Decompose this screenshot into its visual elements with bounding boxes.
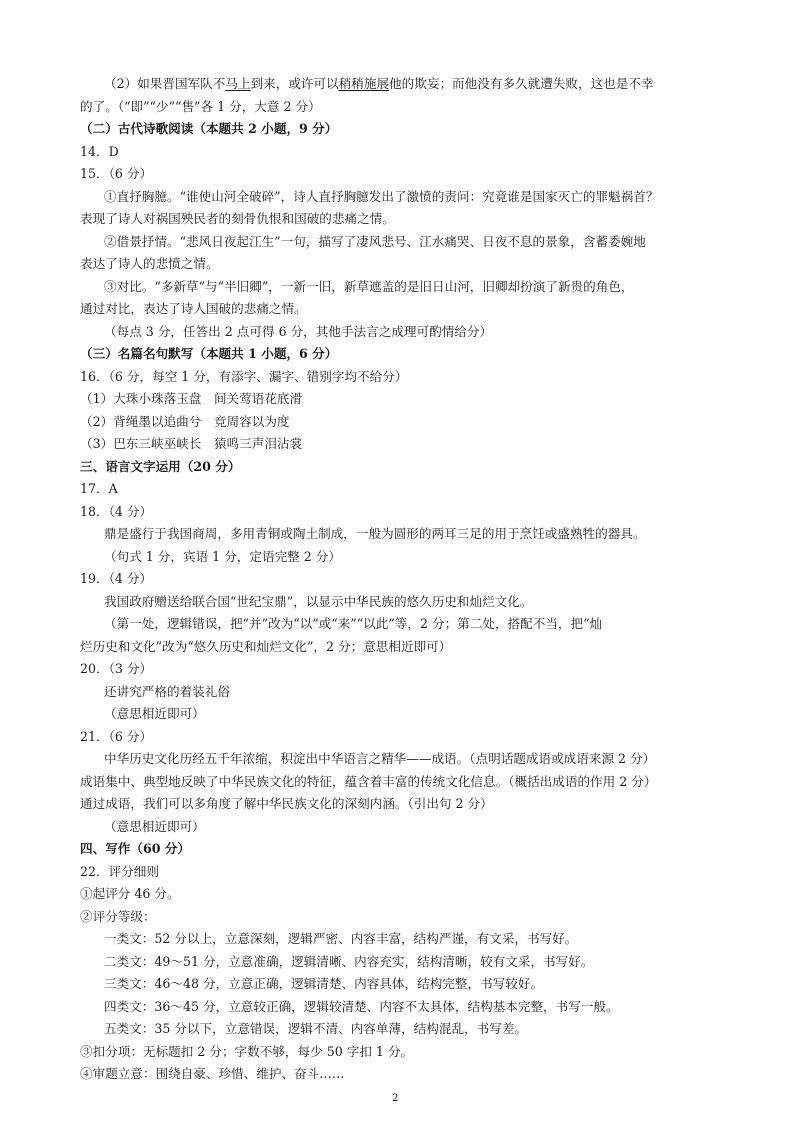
section-heading-poetry: （二）古代诗歌阅读（本题共 2 小题，9 分） xyxy=(80,121,338,136)
q19-scoring-note: （第一处，逻辑错误，把“并”改为“以”或“来”“以此”等，2 分；第二处，搭配不当，把“灿 xyxy=(104,616,603,631)
text-segment: 到来，或许可以 xyxy=(250,76,339,91)
q18-scoring-note: （句式 1 分，宾语 1 分，定语完整 2 分） xyxy=(104,549,341,564)
q21-line: 中华历史文化历经五千年浓缩，积淀出中华语言之精华——成语。（点明话题成语或成语来源 2 分） xyxy=(104,751,656,766)
underlined-word-shaoshao: 稍稍 xyxy=(338,76,364,91)
q15-heading: 15．（6 分） xyxy=(80,166,153,181)
q16-item: （2）背绳墨以追曲兮 竞周容以为度 xyxy=(80,414,290,429)
part-heading-language: 三、语言文字运用（20 分） xyxy=(80,459,241,474)
q2-translation-line-2: 的了。（“即”“少”“售”各 1 分，大意 2 分） xyxy=(80,99,321,114)
grade-level: 一类文：52 分以上，立意深刻，逻辑严密、内容丰富，结构严谨，有文采，书写好。 xyxy=(104,931,578,946)
grade-heading: ②评分等级： xyxy=(80,909,156,924)
q19-heading: 19．（4 分） xyxy=(80,571,153,586)
q17-answer: 17．A xyxy=(80,481,118,496)
part-heading-writing: 四、写作（60 分） xyxy=(80,841,191,856)
q20-heading: 20．（3 分） xyxy=(80,661,153,676)
q16-heading: 16．（6 分，每空 1 分，有添字、漏字、错别字均不给分） xyxy=(80,369,408,384)
q21-heading: 21．（6 分） xyxy=(80,729,153,744)
q19-scoring-note: 烂历史和文化”改为“悠久历史和灿烂文化”，2 分；意思相近即可） xyxy=(80,639,452,654)
q16-item: （3）巴东三峡巫峡长 猿鸣三声泪沾裳 xyxy=(80,436,303,451)
q15-line: 通过对比，表达了诗人国破的悲痛之情。 xyxy=(80,301,307,316)
grade-level: 四类文：36～45 分，立意较正确，逻辑较清楚、内容不太具体，结构基本完整，书写一般。 xyxy=(104,999,619,1014)
q21-scoring-note: （意思相近即可） xyxy=(104,819,205,834)
q15-line: ③对比。“多新草”与“半旧卿”，一新一旧，新草遮盖的是旧日山河，旧卿却扮演了新贵的角色， xyxy=(104,279,634,294)
q18-heading: 18．（4 分） xyxy=(80,504,153,519)
q22-heading: 22．评分细则 xyxy=(80,864,159,879)
start-score: ①起评分 46 分。 xyxy=(80,886,180,901)
q21-line: 通过成语，我们可以多角度了解中华民族文化的深刻内涵。（引出句 2 分） xyxy=(80,796,493,811)
q16-item: （1）大珠小珠落玉盘 间关莺语花底滑 xyxy=(80,391,303,406)
underlined-word-jishang: 马上 xyxy=(225,76,251,91)
q20-line: 还讲究严格的着装礼俗 xyxy=(104,684,230,699)
q2-translation-line-1 xyxy=(104,75,654,93)
grade-level: 五类文：35 分以下，立意错误，逻辑不清、内容单薄，结构混乱，书写差。 xyxy=(104,1021,528,1036)
text-segment: （2）如果晋国军队不 xyxy=(104,76,226,91)
q21-line: 成语集中、典型地反映了中华民族文化的特征，蕴含着丰富的传统文化信息。（概括出成语的作用 2 分） xyxy=(80,774,657,789)
underlined-word-shizhan: 施展 xyxy=(363,76,390,91)
q15-line: ②借景抒情。“悲风日夜起江生”一句，描写了凄风悲号、江水痛哭、日夜不息的景象，含蓄委婉地 xyxy=(104,234,646,249)
theme-guidance: ④审题立意：围绕自豪、珍惜、维护、奋斗…… xyxy=(80,1066,345,1081)
q18-line: 鼎是盛行于我国商周，多用青铜或陶土制成，一般为圆形的两耳三足的用于烹饪或盛熟牲的器具。 xyxy=(104,526,646,541)
q14-answer: 14．D xyxy=(80,144,119,159)
grade-level: 三类文：46～48 分，立意正确，逻辑清楚、内容具体，结构完整，书写较好。 xyxy=(104,976,544,991)
page-number: 2 xyxy=(392,1093,399,1104)
q15-line: 表现了诗人对祸国殃民者的刻骨仇恨和国破的悲痛之情。 xyxy=(80,211,395,226)
text-segment: 他的欺妄；而他没有多久就遭失败，这也是不幸 xyxy=(389,76,654,91)
q15-line: 表达了诗人的悲愤之情。 xyxy=(80,256,219,271)
section-heading-recitation: （三）名篇名句默写（本题共 1 小题，6 分） xyxy=(80,346,338,361)
q15-line: ①直抒胸臆。“谁使山河全破碎”，诗人直抒胸臆发出了激愤的责问：究竟谁是国家灭亡的罪魁祸首？ xyxy=(104,189,659,204)
q20-scoring-note: （意思相近即可） xyxy=(104,706,205,721)
deduction-rules: ③扣分项：无标题扣 2 分；字数不够，每少 50 字扣 1 分。 xyxy=(80,1044,414,1059)
q19-line: 我国政府赠送给联合国“世纪宝鼎”，以显示中华民族的悠久历史和灿烂文化。 xyxy=(104,594,533,609)
grade-level: 二类文：49～51 分，立意准确，逻辑清晰、内容充实，结构清晰，较有文采，书写好。 xyxy=(104,954,594,969)
q15-scoring-note: （每点 3 分，任答出 2 点可得 6 分，其他手法言之成理可酌情给分） xyxy=(104,324,493,339)
